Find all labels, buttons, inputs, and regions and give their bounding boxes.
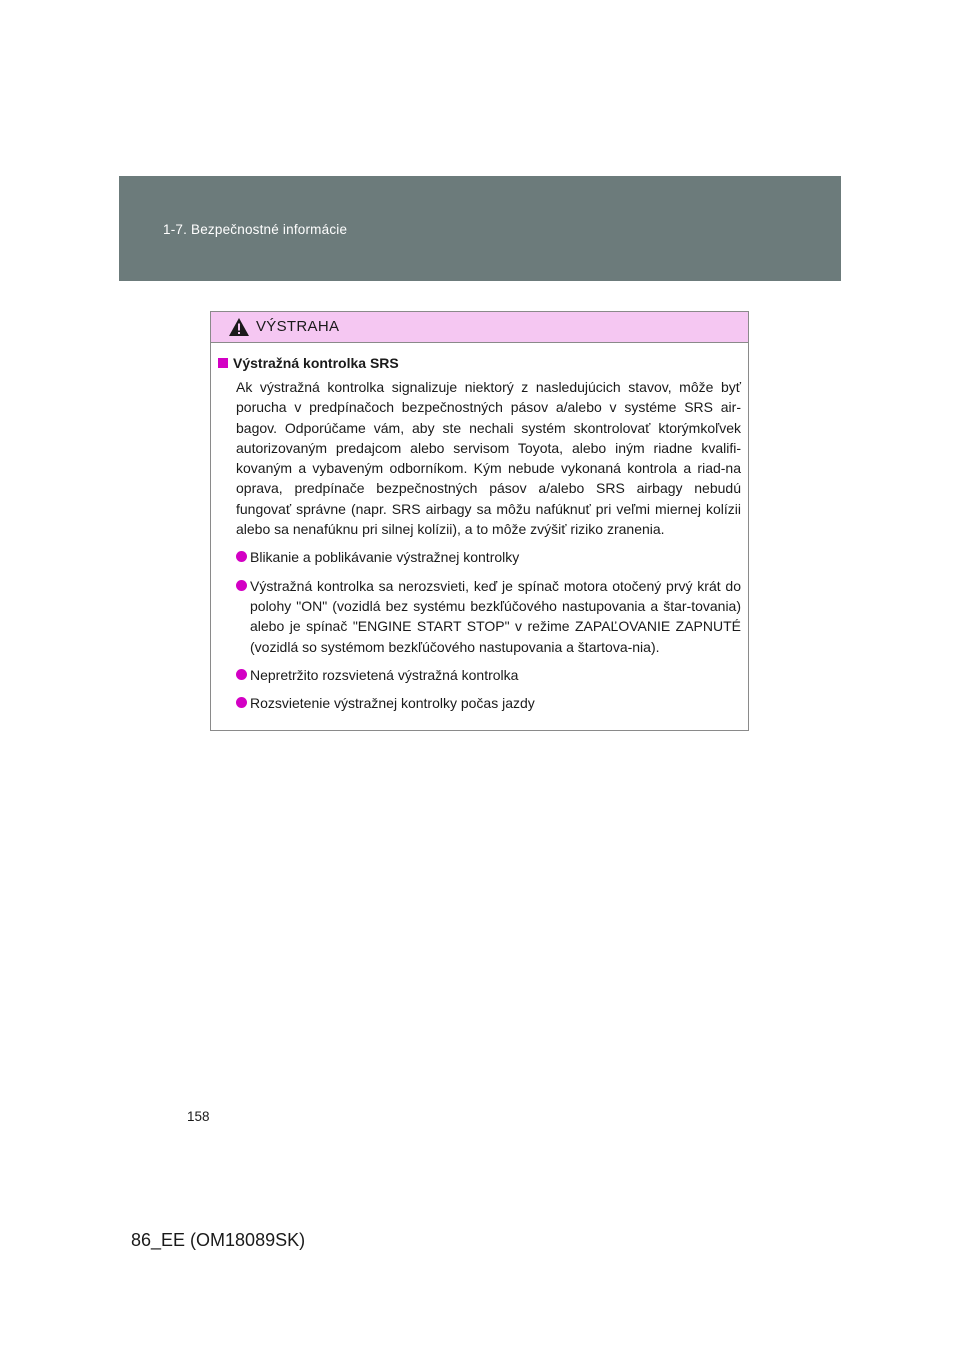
section-header-band [119, 176, 841, 281]
warning-header [211, 312, 748, 343]
list-item-text: Blikanie a poblikávanie výstražnej kontrolky [250, 549, 520, 566]
circle-bullet-icon [236, 669, 247, 680]
warning-conditions-list [218, 547, 741, 713]
list-item-text: Rozsvietenie výstražnej kontrolky počas jazdy [250, 695, 535, 712]
document-code: 86_EE (OM18089SK) [131, 1230, 306, 1250]
warning-title: VÝSTRAHA [256, 318, 340, 335]
circle-bullet-icon [236, 580, 247, 591]
list-item-text: Výstražná kontrolka sa nerozsvieti, keď je spínač motora otočený prvý krát do polohy "ON" (vozidlá bez systému bezkľúčového nastupovania a štar-tovania) alebo je spínač "ENGINE START STOP" v režime ZAPAĽOVANIE ZAPNUTÉ (vozidlá so systémom bezkľúčového nastupovania a štartova-nia). [250, 577, 741, 655]
list-item [236, 665, 741, 685]
circle-bullet-icon [236, 551, 247, 562]
warning-subheading [218, 353, 741, 373]
section-title: 1-7. Bezpečnostné informácie [163, 222, 348, 237]
square-bullet-icon [218, 358, 228, 368]
list-item [236, 547, 741, 567]
page-number: 158 [187, 1109, 210, 1124]
list-item-text: Nepretržito rozsvietená výstražná kontrolka [250, 666, 519, 683]
warning-body [211, 343, 748, 713]
list-item [236, 693, 741, 713]
list-item [236, 576, 741, 657]
warning-paragraph: Ak výstražná kontrolka signalizuje niektorý z nasledujúcich stavov, môže byť porucha v predpínačoch bezpečnostných pásov a/alebo v systéme SRS air-bagov. Odporúčame vám, aby ste nechali systém skontrolovať ktorýmkoľvek autorizovaným predajcom alebo servisom Toyota, alebo iným riadne kvalifi-kovaným a vybaveným odborníkom. Kým nebude vykonaná kontrola a riad-na oprava, predpínače bezpečnostných pásov a/alebo SRS airbagy nebudú fungovať správne (napr. SRS airbagy sa môžu nafúknuť pri veľmi miernej kolízii alebo sa nenafúknu pri silnej kolízii), a to môže zvýšiť riziko zranenia. [236, 379, 741, 538]
circle-bullet-icon [236, 697, 247, 708]
warning-triangle-icon [228, 317, 250, 337]
warning-box [210, 311, 749, 731]
warning-subheading-text: Výstražná kontrolka SRS [233, 355, 399, 371]
